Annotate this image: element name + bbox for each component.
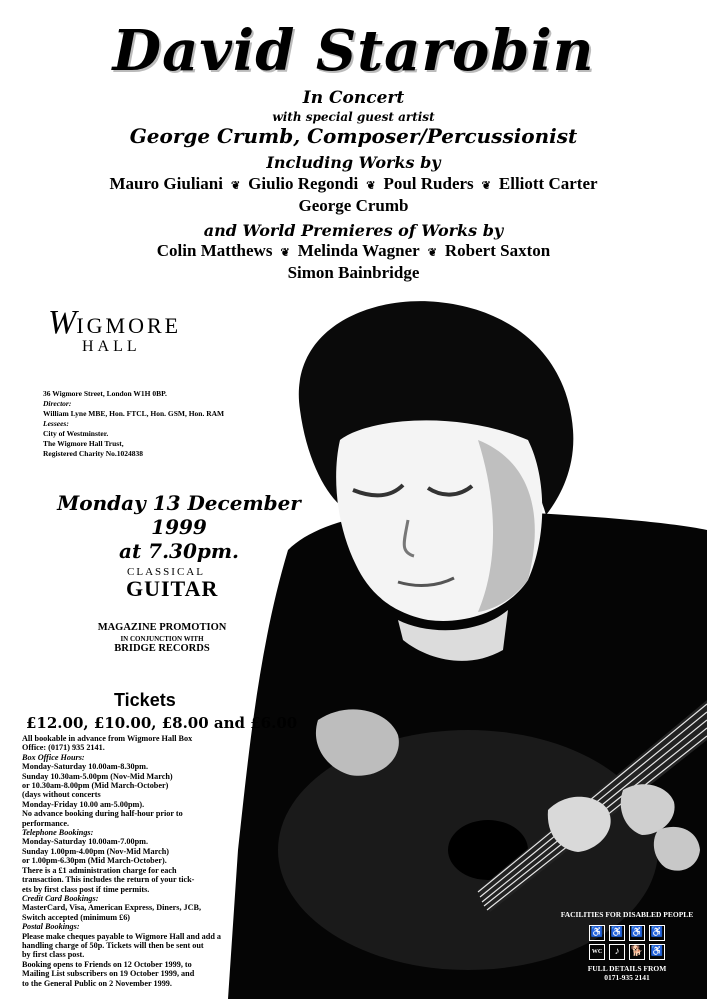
ticket-info-line: transaction. This includes the return of your tick-: [22, 875, 195, 885]
ticket-info-line: Please make cheques payable to Wigmore Hall and add a: [22, 931, 222, 941]
ticket-subheading: Credit Card Bookings:: [22, 893, 99, 903]
logo-classical: CLASSICAL: [127, 566, 205, 578]
venue-address: 36 Wigmore Street, London W1H 0BP.: [43, 389, 167, 398]
separator-ornament: ❦: [427, 246, 437, 259]
ticket-info-line: to the General Public on 2 November 1999.: [22, 978, 172, 988]
lessee-trust: The Wigmore Hall Trust,: [43, 439, 124, 448]
ticket-info-line: performance.: [22, 818, 70, 828]
separator-ornament: ❦: [230, 179, 241, 192]
separator-ornament: ❦: [280, 246, 290, 259]
ticket-info-line: Mailing List subscribers on 19 October 1999, and: [22, 969, 195, 979]
ticket-subheading: Postal Bookings:: [22, 922, 80, 932]
tickets-heading: Tickets: [114, 690, 176, 710]
ticket-info-line: Office: (0171) 935 2141.: [22, 743, 105, 753]
composer-name: Robert Saxton: [444, 241, 551, 260]
logo-initial: W: [48, 304, 77, 341]
premieres-heading: and World Premieres of Works by: [203, 221, 504, 240]
ticket-info-line: handling charge of 50p. Tickets will then be sent out: [22, 940, 204, 950]
ticket-info-line: All bookable in advance from Wigmore Hall Box: [22, 734, 193, 743]
hearing-icon: ♪: [609, 944, 625, 960]
facility-icons: [552, 925, 702, 960]
wheelchair-icon: ♿: [649, 944, 665, 960]
full-details-label: FULL DETAILS FROM: [587, 964, 667, 973]
ticket-subheading: Telephone Bookings:: [22, 828, 94, 838]
ticket-info: [22, 734, 290, 988]
ticket-info-line: ets by first class post if time permits.: [22, 884, 150, 894]
premiere-composer-line2: Simon Bainbridge: [287, 263, 420, 282]
ticket-info-line: or 10.30am-8.00pm (Mid March-October): [22, 781, 169, 791]
separator-ornament: ❦: [481, 179, 491, 192]
wheelchair-icon: ♿: [609, 925, 625, 941]
composer-name: Melinda Wagner: [297, 241, 420, 260]
concert-subtitle: In Concert: [302, 88, 405, 108]
separator-ornament: ❦: [366, 179, 376, 192]
ticket-subheading: Box Office Hours:: [22, 752, 85, 762]
ticket-info-line: (days without concerts: [22, 790, 101, 800]
guitarist-photo: [228, 290, 707, 999]
guide-dog-icon: 🐕: [629, 944, 645, 960]
logo-hall: HALL: [82, 338, 141, 355]
composer-name: Colin Matthews: [156, 241, 273, 260]
composer-name: Mauro Giuliani: [109, 174, 223, 193]
director-label: Director:: [43, 399, 72, 408]
performer-name: David Starobin: [112, 18, 595, 84]
concert-date: [44, 491, 314, 563]
ticket-info-line: Sunday 1.00pm-4.00pm (Nov-Mid March): [22, 846, 170, 856]
ticket-info-line: Sunday 10.30am-5.00pm (Nov-Mid March): [22, 771, 173, 781]
guest-intro: with special guest artist: [272, 110, 435, 124]
ticket-info-line: Monday-Friday 10.00 am-5.00pm).: [22, 799, 145, 809]
director-name: William Lyne MBE, Hon. FTCL, Hon. GSM, Hon. RAM: [43, 409, 225, 418]
ticket-info-line: Monday-Saturday 10.00am-8.30pm.: [22, 762, 149, 772]
works-composers: [0, 174, 707, 194]
ticket-info-line: No advance booking during half-hour prior to: [22, 809, 183, 819]
guest-artist: George Crumb, Composer/Percussionist: [129, 124, 578, 148]
magazine-promotion: MAGAZINE PROMOTION: [97, 622, 227, 633]
composer-name: Giulio Regondi: [248, 174, 359, 193]
wigmore-hall-logo: [48, 304, 238, 356]
wheelchair-icon: ♿: [629, 925, 645, 941]
charity-number: Registered Charity No.1024838: [43, 449, 144, 458]
ticket-info-line: There is a £1 administration charge for each: [22, 865, 177, 875]
wheelchair-icon: ♿: [589, 925, 605, 941]
lessee-westminster: City of Westminster.: [43, 429, 109, 438]
venue-info: [43, 389, 263, 459]
ticket-info-line: by first class post.: [22, 950, 85, 960]
ticket-prices: £12.00, £10.00, £8.00 and £6.00: [26, 714, 298, 732]
classical-guitar-logo: [126, 566, 219, 601]
disabled-facilities: [552, 910, 702, 982]
promotion-credit: [62, 622, 262, 654]
ticket-info-line: Booking opens to Friends on 12 October 1999, to: [22, 959, 192, 969]
ticket-info-line: or 1.00pm-6.30pm (Mid March-October).: [22, 856, 167, 866]
wheelchair-icon: ♿: [649, 925, 665, 941]
works-composer-line2: George Crumb: [298, 196, 409, 215]
in-conjunction: IN CONJUNCTION WITH: [120, 635, 204, 643]
logo-guitar: GUITAR: [126, 576, 219, 601]
logo-name: IGMORE: [76, 313, 182, 338]
composer-name: Poul Ruders: [383, 174, 474, 193]
bridge-records: BRIDGE RECORDS: [114, 643, 210, 654]
works-heading: Including Works by: [266, 153, 441, 172]
lessees-label: Lessees:: [43, 419, 69, 428]
ticket-info-line: Switch accepted (minimum £6): [22, 912, 131, 922]
ticket-info-line: Monday-Saturday 10.00am-7.00pm.: [22, 837, 149, 847]
full-details-phone: 0171-935 2141: [604, 973, 650, 982]
time-line: at 7.30pm.: [119, 539, 239, 563]
toilet-icon: WC: [589, 944, 605, 960]
composer-name: Elliott Carter: [498, 174, 598, 193]
date-line: Monday 13 December 1999: [57, 491, 301, 539]
facilities-heading: FACILITIES FOR DISABLED PEOPLE: [560, 910, 694, 919]
premiere-composers: [0, 241, 707, 261]
ticket-info-line: MasterCard, Visa, American Express, Diners, JCB,: [22, 903, 202, 913]
